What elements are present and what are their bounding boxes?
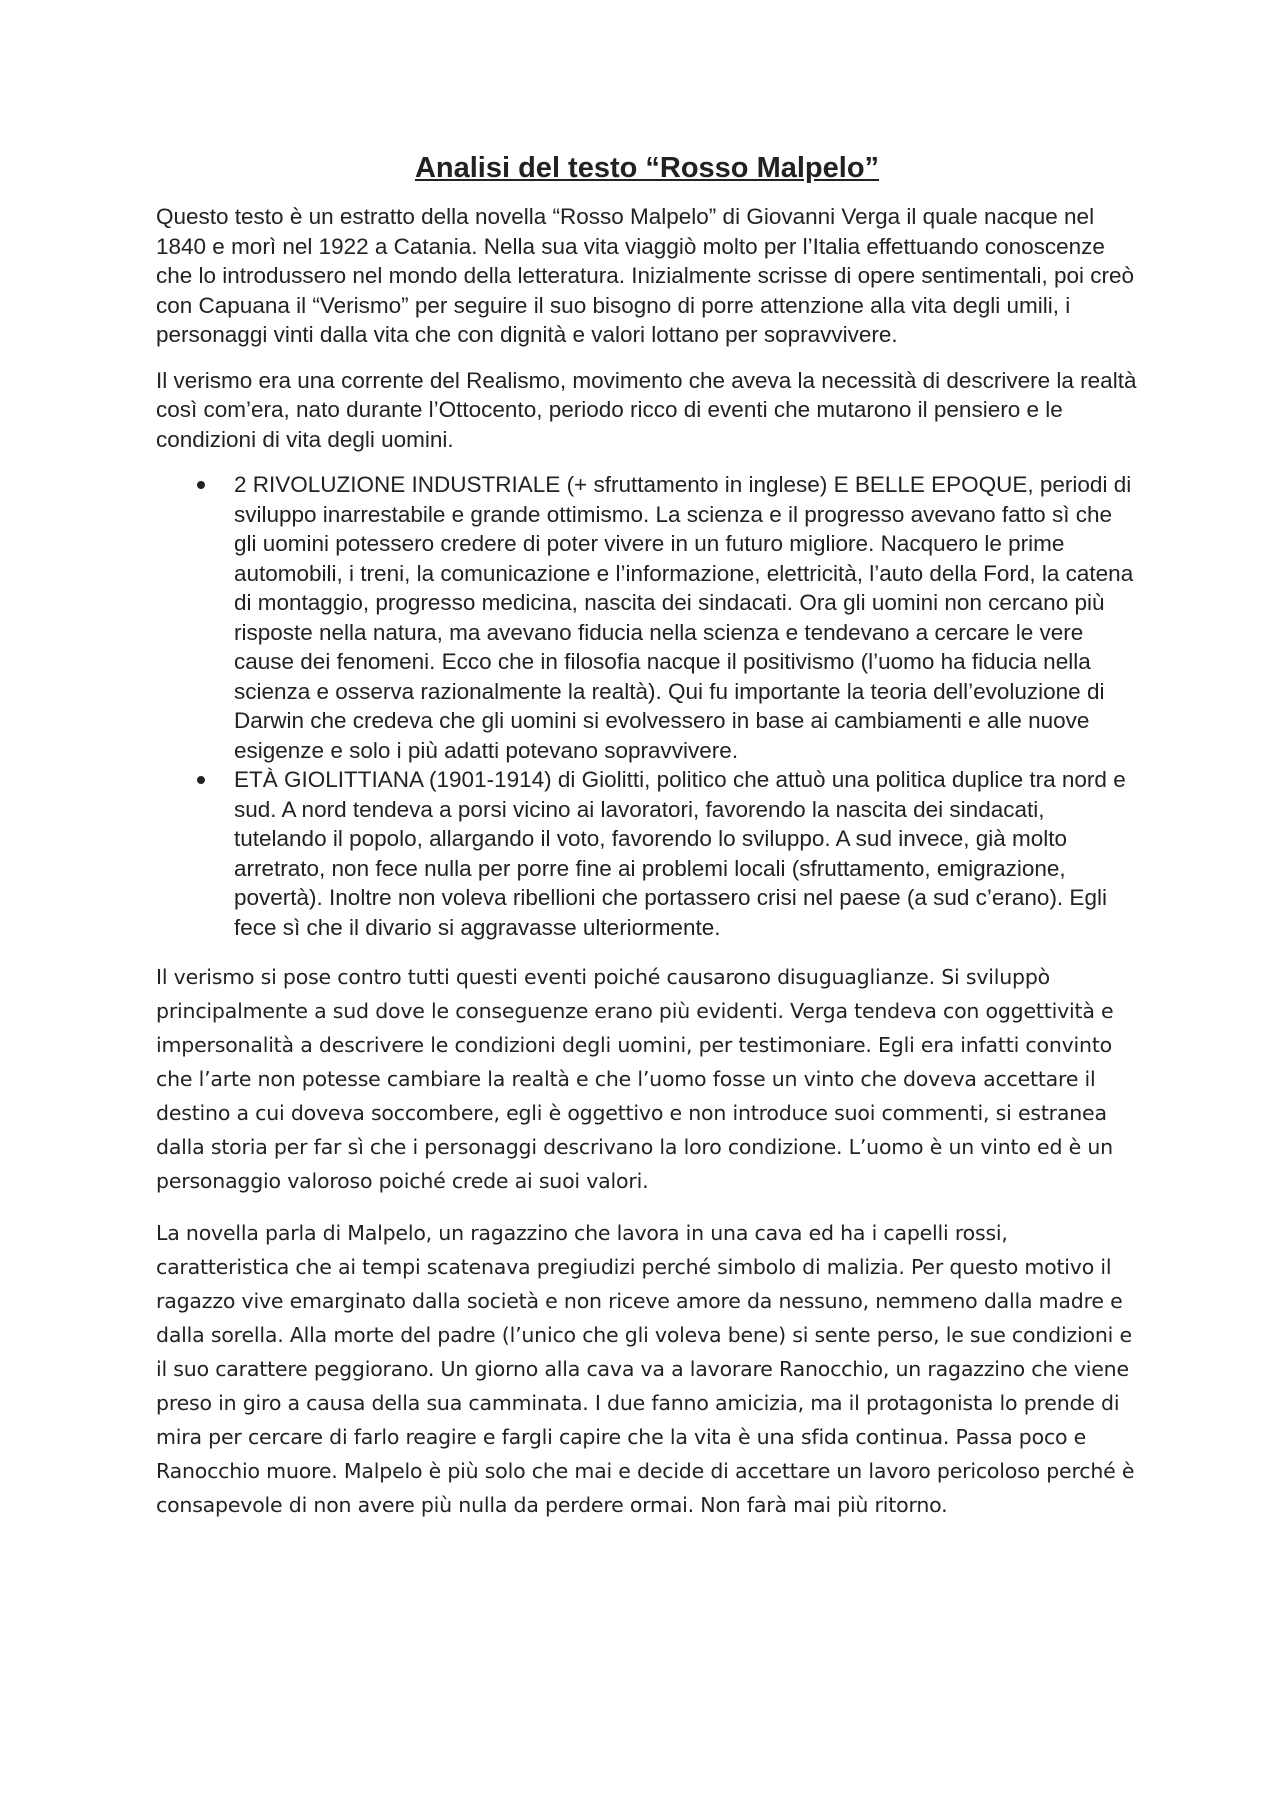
document-page xyxy=(156,150,1138,1540)
closing-paragraph-2: La novella parla di Malpelo, un ragazzino che lavora in una cava ed ha i capelli rossi, caratteristica che ai tempi scatenava pregiudizi perché simbolo di malizia. Per questo motivo il ragazzo vive emarginato dalla società e non riceve amore da nessuno, nemmeno dalla madre e dalla sorella. Alla morte del padre (l’unico che gli voleva bene) si sente perso, le sue condizioni e il suo carattere peggiorano. Un giorno alla cava va a lavorare Ranocchio, un ragazzino che viene preso in giro a causa della sua camminata. I due fanno amicizia, ma il protagonista lo prende di mira per cercare di farlo reagire e fargli capire che la vita è una sfida continua. Passa poco e Ranocchio muore. Malpelo è più solo che mai e decide di accettare un lavoro pericoloso perché è consapevole di non avere più nulla da perdere ormai. Non farà mai più ritorno. xyxy=(156,1221,1135,1517)
intro-paragraph-2: Il verismo era una corrente del Realismo, movimento che aveva la necessità di descrivere la realtà così com’era, nato durante l’Ottocento, periodo ricco di eventi che mutarono il pensiero e le condizioni di vita degli uomini. xyxy=(156,367,1137,452)
document-title: Analisi del testo “Rosso Malpelo” xyxy=(414,152,880,184)
closing-section xyxy=(156,960,1138,1522)
bullet-dot-icon xyxy=(197,481,205,489)
intro-section xyxy=(156,202,1138,942)
intro-paragraph-1: Questo testo è un estratto della novella “Rosso Malpelo” di Giovanni Verga il quale nacque nel 1840 e morì nel 1922 a Catania. Nella sua vita viaggiò molto per l’Italia effettuando conoscenze che lo introdussero nel mondo della letteratura. Inizialmente scrisse di opere sentimentali, poi creò con Capuana il “Verismo” per seguire il suo bisogno di porre attenzione alla vita degli umili, i personaggi vinti dalla vita che con dignità e valori lottano per sopravvivere. xyxy=(156,204,1135,347)
closing-paragraph-1: Il verismo si pose contro tutti questi eventi poiché causarono disuguaglianze. Si sviluppò principalmente a sud dove le conseguenze erano più evidenti. Verga tendeva con oggettività e impersonalità a descrivere le condizioni degli uomini, per testimoniare. Egli era infatti convinto che l’arte non potesse cambiare la realtà e che l’uomo fosse un vinto che doveva accettare il destino a cui doveva soccombere, egli è oggettivo e non introduce suoi commenti, si estranea dalla storia per far sì che i personaggi descrivano la loro condizione. L’uomo è un vinto ed è un personaggio valoroso poiché crede ai suoi valori. xyxy=(156,965,1114,1193)
bullet-item-industrial-revolution xyxy=(156,470,1138,765)
bullet-text: ETÀ GIOLITTIANA (1901-1914) di Giolitti, politico che attuò una politica duplice tra nord e sud. A nord tendeva a porsi vicino ai lavoratori, favorendo la nascita dei sindacati, tutelando il popolo, allargando il voto, favorendo lo sviluppo. A sud invece, già molto arretrato, non fece nulla per porre fine ai problemi locali (sfruttamento, emigrazione, povertà). Inoltre non voleva ribellioni che portassero crisi nel paese (a sud c’erano). Egli fece sì che il divario si aggravasse ulteriormente. xyxy=(234,767,1126,940)
bullet-dot-icon xyxy=(197,776,205,784)
bullet-text: 2 RIVOLUZIONE INDUSTRIALE (+ sfruttamento in inglese) E BELLE EPOQUE, periodi di sviluppo inarrestabile e grande ottimismo. La scienza e il progresso avevano fatto sì che gli uomini potessero credere di poter vivere in un futuro migliore. Nacquero le prime automobili, i treni, la comunicazione e l’informazione, elettricità, l’auto della Ford, la catena di montaggio, progresso medicina, nascita dei sindacati. Ora gli uomini non cercano più risposte nella natura, ma avevano fiducia nella scienza e tendevano a cercare le vere cause dei fenomeni. Ecco che in filosofia nacque il positivismo (l’uomo ha fiducia nella scienza e osserva razionalmente la realtà). Qui fu importante la teoria dell’evoluzione di Darwin che credeva che gli uomini si evolvessero in base ai cambiamenti e alle nuove esigenze e solo i più adatti potevano sopravvivere. xyxy=(234,472,1134,763)
bullet-item-giolitti xyxy=(156,765,1138,942)
bullet-list xyxy=(156,470,1138,942)
